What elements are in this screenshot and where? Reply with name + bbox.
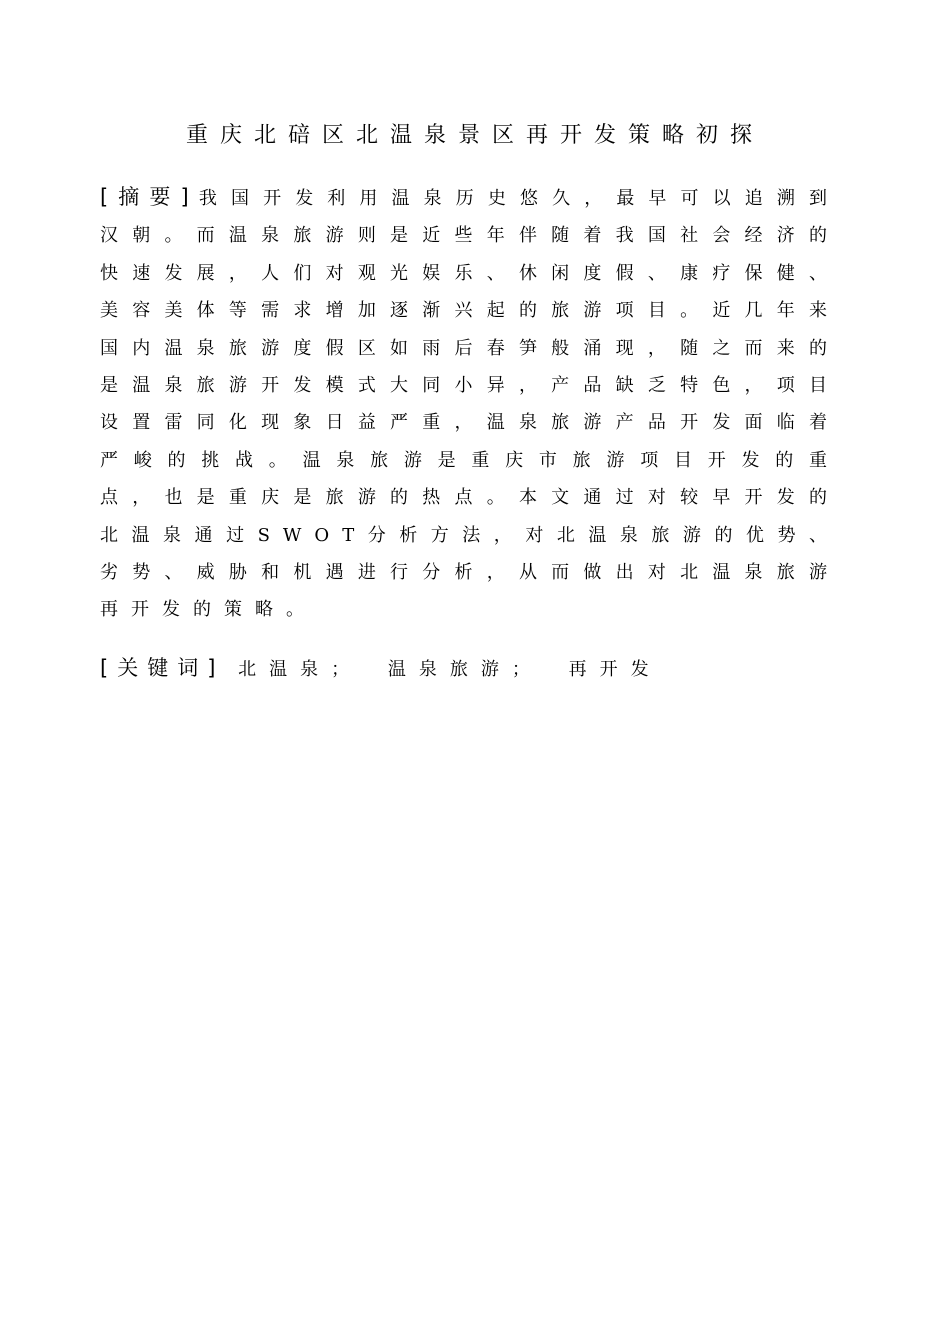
abstract-text: 我国开发利用温泉历史悠久，最早可以追溯到汉朝。而温泉旅游则是近些年伴随着我国社会经济的快速发展，人们对观光娱乐、休闲度假、康疗保健、美容美体等需求增加逐渐兴起的旅游项目。近几年来国内温泉旅游度假区如雨后春笋般涌现，随之而来的是温泉旅游开发模式大同小异，产品缺乏特色，项目设置雷同化现象日益严重，温泉旅游产品开发面临着严峻的挑战。温泉旅游是重庆市旅游项目开发的重点，也是重庆是旅游的热点。本文通过对较早开发的北温泉通过SWOT分析方法，对北温泉旅游的优势、劣势、威胁和机遇进行分析，从而做出对北温泉旅游再开发的策略。 (100, 188, 841, 621)
abstract-block (100, 179, 840, 629)
keywords-block (100, 650, 860, 688)
keyword-item: 北温泉； (238, 659, 363, 680)
keyword-item: 再开发 (568, 659, 662, 680)
keywords-label: [关键词] (100, 656, 225, 680)
paper-title: 重庆北碚区北温泉景区再开发策略初探 (185, 123, 764, 148)
abstract-label: [摘要] (100, 185, 198, 209)
keyword-item: 温泉旅游； (387, 659, 543, 680)
